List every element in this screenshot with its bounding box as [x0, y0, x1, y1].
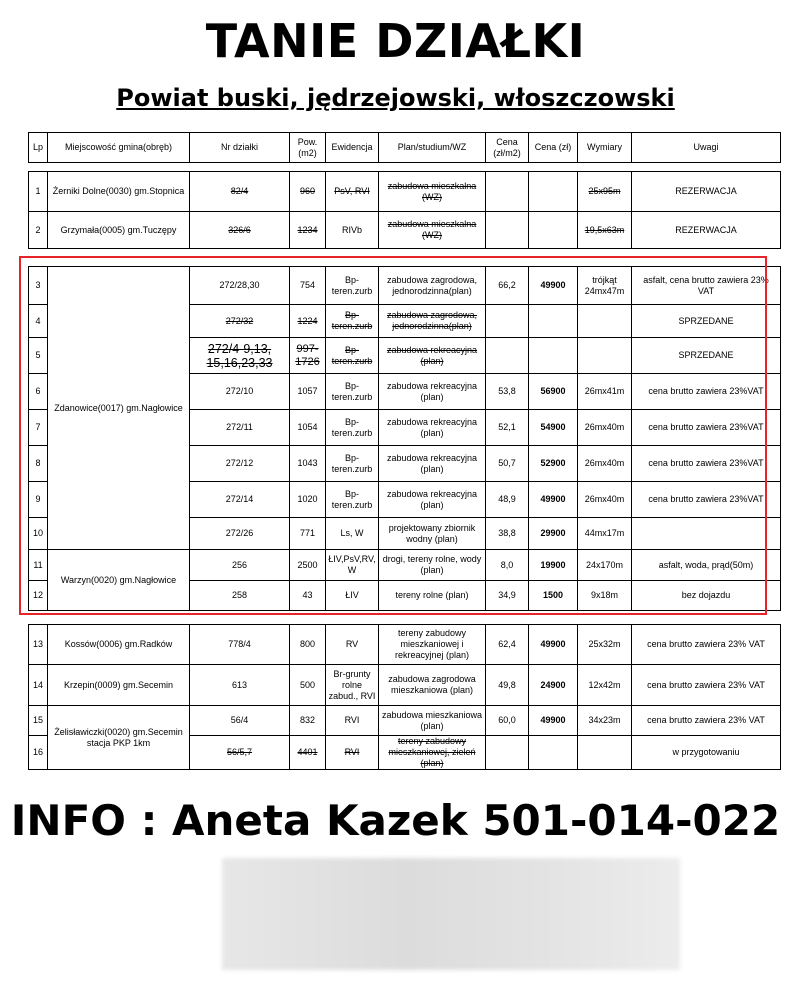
- cell-wymiary: 25x95m: [578, 172, 632, 212]
- cell-ewidencja: RV: [326, 625, 379, 665]
- cell-lp: 16: [29, 736, 48, 770]
- header-uwagi: Uwagi: [632, 133, 781, 163]
- table-row: [29, 665, 781, 706]
- header-wymiary: Wymiary: [578, 133, 632, 163]
- cell-lp: 5: [29, 338, 48, 374]
- cell-ewidencja: ŁIV,PsV,RV, W: [326, 550, 379, 581]
- cell-nr: 272/28,30: [190, 267, 290, 305]
- cell-wymiary: trójkąt 24mx47m: [578, 267, 632, 305]
- cell-cena: 49900: [529, 482, 578, 518]
- cell-lp: 14: [29, 665, 48, 706]
- cell-wymiary: 12x42m: [578, 665, 632, 706]
- cell-lp: 4: [29, 305, 48, 338]
- cell-nr: 272/14: [190, 482, 290, 518]
- cell-ewidencja: ŁIV: [326, 581, 379, 611]
- cell-cena: 29900: [529, 518, 578, 550]
- cell-nr: 56/5,7: [190, 736, 290, 770]
- cell-uwagi: cena brutto zawiera 23% VAT: [632, 625, 781, 665]
- cell-cena-m2: 50,7: [486, 446, 529, 482]
- cell-lp: 11: [29, 550, 48, 581]
- cell-cena-m2: 48,9: [486, 482, 529, 518]
- cell-nr: 256: [190, 550, 290, 581]
- cell-uwagi: w przygotowaniu: [632, 736, 781, 770]
- cell-lp: 6: [29, 374, 48, 410]
- cell-cena-m2: 52,1: [486, 410, 529, 446]
- cell-pow: 997- 1726: [290, 338, 326, 374]
- cell-plan: tereny zabudowy mieszkaniowej i rekreacyjnej (plan): [379, 625, 486, 665]
- cell-uwagi: bez dojazdu: [632, 581, 781, 611]
- header-plan: Plan/studium/WZ: [379, 133, 486, 163]
- cell-cena: 49900: [529, 625, 578, 665]
- cell-plan: zabudowa mieszkalna (WZ): [379, 212, 486, 249]
- cell-cena-m2: 53,8: [486, 374, 529, 410]
- header-pow: Pow. (m2): [290, 133, 326, 163]
- cell-plan: zabudowa rekreacyjna (plan): [379, 446, 486, 482]
- cell-uwagi: cena brutto zawiera 23% VAT: [632, 665, 781, 706]
- cell-nr: 272/11: [190, 410, 290, 446]
- table-row: [29, 625, 781, 665]
- cell-cena-m2: 8,0: [486, 550, 529, 581]
- cell-pow: 771: [290, 518, 326, 550]
- cell-uwagi: cena brutto zawiera 23%VAT: [632, 410, 781, 446]
- cell-nr: 613: [190, 665, 290, 706]
- cell-nr: 258: [190, 581, 290, 611]
- cell-plan: drogi, tereny rolne, wody (plan): [379, 550, 486, 581]
- cell-uwagi: asfalt, woda, prąd(50m): [632, 550, 781, 581]
- cell-ewidencja: Bp- teren.zurb: [326, 338, 379, 374]
- cell-uwagi: cena brutto zawiera 23%VAT: [632, 446, 781, 482]
- cell-pow: 1054: [290, 410, 326, 446]
- cell-lp: 3: [29, 267, 48, 305]
- cell-plan: zabudowa mieszkaniowa (plan): [379, 706, 486, 736]
- cell-miejscowosc: Żerniki Dolne(0030) gm.Stopnica: [48, 172, 190, 212]
- cell-pow: 754: [290, 267, 326, 305]
- cell-uwagi: cena brutto zawiera 23% VAT: [632, 706, 781, 736]
- cell-lp: 15: [29, 706, 48, 736]
- cell-wymiary: 25x32m: [578, 625, 632, 665]
- cell-wymiary: 34x23m: [578, 706, 632, 736]
- cell-pow: 2500: [290, 550, 326, 581]
- cell-wymiary: 24x170m: [578, 550, 632, 581]
- cell-pow: 1043: [290, 446, 326, 482]
- cell-wymiary: 26mx40m: [578, 410, 632, 446]
- cell-ewidencja: RVI: [326, 706, 379, 736]
- cell-cena: 49900: [529, 706, 578, 736]
- cell-uwagi: SPRZEDANE: [632, 338, 781, 374]
- page-subtitle: Powiat buski, jędrzejowski, włoszczowski: [116, 84, 675, 112]
- cell-wymiary: 26mx41m: [578, 374, 632, 410]
- cell-plan: zabudowa mieszkalna (WZ): [379, 172, 486, 212]
- cell-pow: 4401: [290, 736, 326, 770]
- cell-cena-m2: 38,8: [486, 518, 529, 550]
- cell-cena: [529, 172, 578, 212]
- cell-lp: 7: [29, 410, 48, 446]
- cell-pow: 43: [290, 581, 326, 611]
- cell-miejscowosc: Krzepin(0009) gm.Secemin: [48, 665, 190, 706]
- table-row: [29, 212, 781, 249]
- cell-cena-m2: 49,8: [486, 665, 529, 706]
- cell-wymiary: 9x18m: [578, 581, 632, 611]
- cell-lp: 10: [29, 518, 48, 550]
- cell-pow: 1057: [290, 374, 326, 410]
- table-group-3: [28, 624, 781, 770]
- cell-pow: 1224: [290, 305, 326, 338]
- cell-cena: 19900: [529, 550, 578, 581]
- cell-wymiary: [578, 736, 632, 770]
- cell-plan: zabudowa rekreacyjna (plan): [379, 374, 486, 410]
- cell-lp: 1: [29, 172, 48, 212]
- cell-pow: 1020: [290, 482, 326, 518]
- cell-ewidencja: PsV, RVI: [326, 172, 379, 212]
- cell-miejscowosc: Warzyn(0020) gm.Nagłowice: [48, 550, 190, 611]
- cell-plan: zabudowa rekreacyjna (plan): [379, 482, 486, 518]
- cell-ewidencja: RIVb: [326, 212, 379, 249]
- cell-plan: tereny zabudowy mieszkaniowej, zieleń (plan): [379, 736, 486, 770]
- table-row: [29, 172, 781, 212]
- cell-cena-m2: [486, 212, 529, 249]
- cell-cena-m2: 62,4: [486, 625, 529, 665]
- cell-ewidencja: Ls, W: [326, 518, 379, 550]
- header-lp: Lp: [29, 133, 48, 163]
- cell-lp: 13: [29, 625, 48, 665]
- cell-cena: [529, 212, 578, 249]
- cell-plan: zabudowa rekreacyjna (plan): [379, 410, 486, 446]
- cell-cena: 49900: [529, 267, 578, 305]
- cell-uwagi: SPRZEDANE: [632, 305, 781, 338]
- cell-cena: 54900: [529, 410, 578, 446]
- cell-uwagi: asfalt, cena brutto zawiera 23% VAT: [632, 267, 781, 305]
- cell-pow: 960: [290, 172, 326, 212]
- cell-nr: 778/4: [190, 625, 290, 665]
- header-miejscowosc: Miejscowość gmina(obręb): [48, 133, 190, 163]
- cell-ewidencja: Bp- teren.zurb: [326, 446, 379, 482]
- cell-pow: 832: [290, 706, 326, 736]
- cell-cena-m2: 60,0: [486, 706, 529, 736]
- cell-plan: zabudowa zagrodowa, jednorodzinna(plan): [379, 305, 486, 338]
- cell-plan: zabudowa zagrodowa mieszkaniowa (plan): [379, 665, 486, 706]
- cell-cena: 1500: [529, 581, 578, 611]
- cell-cena: 52900: [529, 446, 578, 482]
- cell-cena-m2: [486, 736, 529, 770]
- cell-uwagi: cena brutto zawiera 23%VAT: [632, 482, 781, 518]
- cell-miejscowosc: Grzymała(0005) gm.Tuczępy: [48, 212, 190, 249]
- cell-pow: 1234: [290, 212, 326, 249]
- header-cena-m2: Cena (zł/m2): [486, 133, 529, 163]
- cell-lp: 12: [29, 581, 48, 611]
- table-group-1: [28, 171, 781, 249]
- cell-pow: 500: [290, 665, 326, 706]
- cell-plan: tereny rolne (plan): [379, 581, 486, 611]
- cell-cena: 56900: [529, 374, 578, 410]
- cell-cena-m2: 66,2: [486, 267, 529, 305]
- cell-nr: 56/4: [190, 706, 290, 736]
- cell-lp: 8: [29, 446, 48, 482]
- cell-cena: 24900: [529, 665, 578, 706]
- table-row: [29, 706, 781, 736]
- cell-cena-m2: 34,9: [486, 581, 529, 611]
- cell-plan: zabudowa rekreacyjna (plan): [379, 338, 486, 374]
- cell-ewidencja: Bp- teren.zurb: [326, 305, 379, 338]
- cell-wymiary: 26mx40m: [578, 482, 632, 518]
- cell-wymiary: 44mx17m: [578, 518, 632, 550]
- blurred-image: [222, 858, 680, 970]
- cell-ewidencja: Bp- teren.zurb: [326, 374, 379, 410]
- cell-ewidencja: RVI: [326, 736, 379, 770]
- cell-ewidencja: Bp- teren.zurb: [326, 482, 379, 518]
- contact-info: INFO : Aneta Kazek 501-014-022: [10, 796, 781, 845]
- cell-nr: 272/12: [190, 446, 290, 482]
- cell-nr: 82/4: [190, 172, 290, 212]
- page-title: TANIE DZIAŁKI: [205, 14, 586, 68]
- cell-plan: projektowany zbiornik wodny (plan): [379, 518, 486, 550]
- cell-ewidencja: Bp- teren.zurb: [326, 410, 379, 446]
- header-cena: Cena (zł): [529, 133, 578, 163]
- cell-pow: 800: [290, 625, 326, 665]
- header-ewidencja: Ewidencja: [326, 133, 379, 163]
- table-header: [28, 132, 781, 163]
- cell-wymiary: 19,5x63m: [578, 212, 632, 249]
- cell-nr: 272/4-9,13, 15,16,23,33: [190, 338, 290, 374]
- cell-lp: 9: [29, 482, 48, 518]
- cell-ewidencja: Br-grunty rolne zabud., RVI: [326, 665, 379, 706]
- cell-ewidencja: Bp- teren.zurb: [326, 267, 379, 305]
- cell-lp: 2: [29, 212, 48, 249]
- cell-nr: 272/32: [190, 305, 290, 338]
- cell-nr: 272/10: [190, 374, 290, 410]
- cell-cena: [529, 736, 578, 770]
- highlight-frame: [19, 256, 767, 615]
- cell-wymiary: 26mx40m: [578, 446, 632, 482]
- cell-uwagi: cena brutto zawiera 23%VAT: [632, 374, 781, 410]
- cell-cena-m2: [486, 172, 529, 212]
- cell-miejscowosc: Zdanowice(0017) gm.Nagłowice: [48, 267, 190, 550]
- cell-miejscowosc: Kossów(0006) gm.Radków: [48, 625, 190, 665]
- cell-uwagi: REZERWACJA: [632, 212, 781, 249]
- cell-plan: zabudowa zagrodowa, jednorodzinna(plan): [379, 267, 486, 305]
- cell-miejscowosc: Żelisławiczki(0020) gm.Secemin stacja PKP 1km: [48, 706, 190, 770]
- cell-uwagi: REZERWACJA: [632, 172, 781, 212]
- cell-nr: 326/6: [190, 212, 290, 249]
- cell-nr: 272/26: [190, 518, 290, 550]
- header-nr: Nr działki: [190, 133, 290, 163]
